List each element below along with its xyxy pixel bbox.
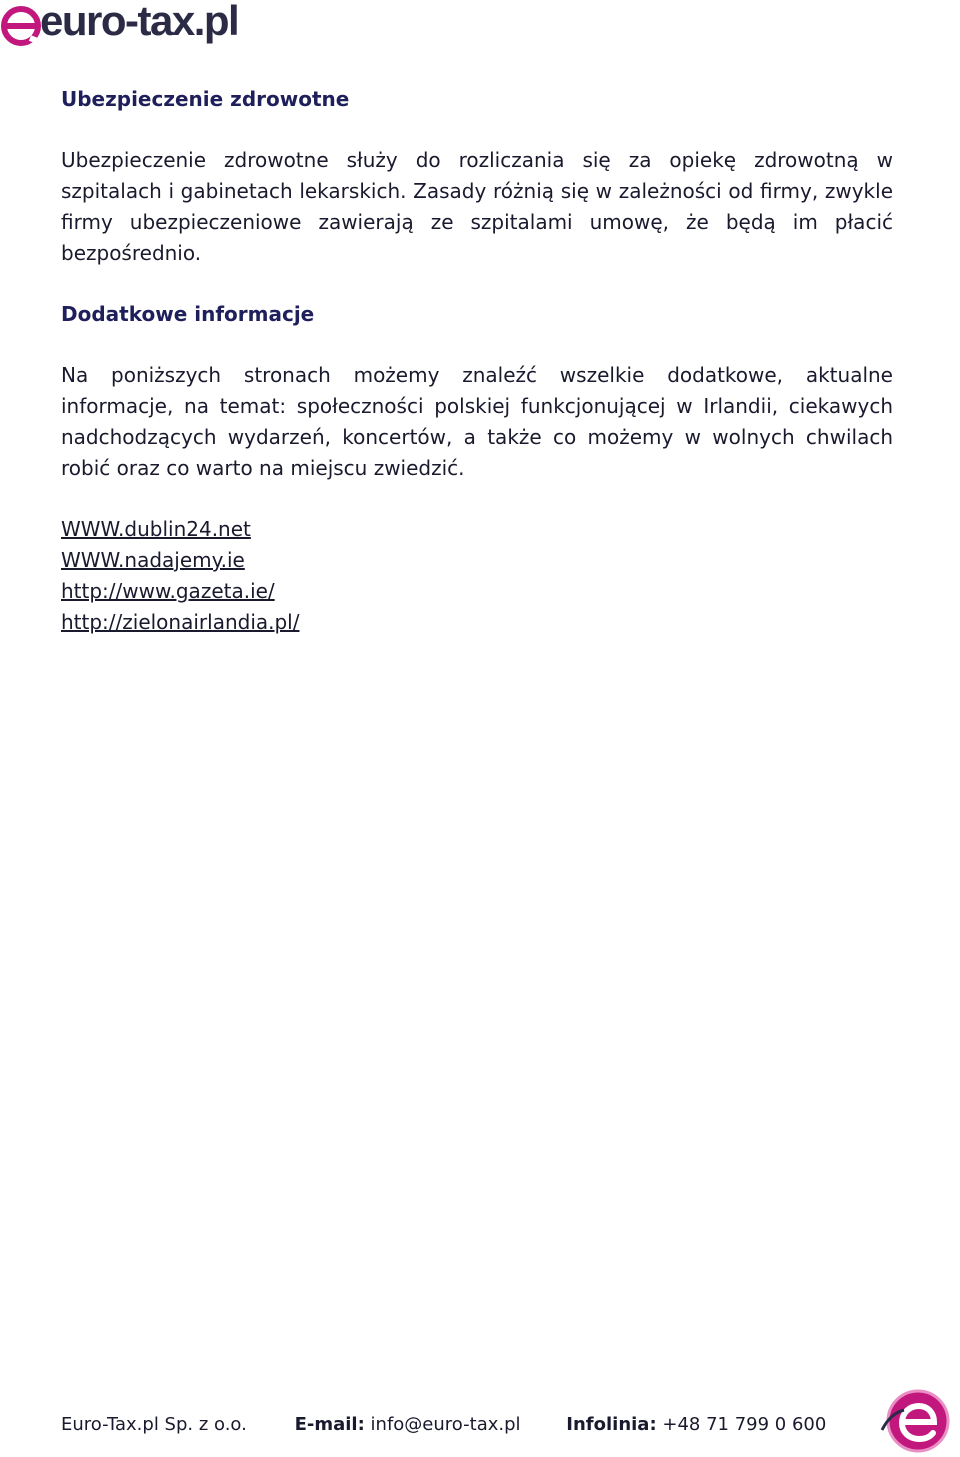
footer-logo-icon — [878, 1388, 954, 1454]
paragraph-additional-info: Na poniższych stronach możemy znaleźć wszelkie dodatkowe, aktualne informacje, na temat: społeczności polskiej funkcjonującej w Irlandii, ciekawych nadchodzących wydarzeń, koncertów, a także co możemy w wolnych chwilach robić oraz co warto na miejscu zwiedzić. — [61, 363, 893, 480]
footer-email-label: E-mail: — [294, 1414, 365, 1435]
footer-phone: +48 71 799 0 600 — [662, 1414, 827, 1435]
footer-company: Euro-Tax.pl Sp. z o.o. — [61, 1414, 247, 1435]
header-logo — [0, 0, 239, 48]
links-list — [61, 514, 893, 638]
logo-text: euro-tax.pl — [40, 0, 239, 44]
euro-tax-logo-icon — [0, 0, 44, 48]
footer-phone-label: Infolinia: — [566, 1414, 657, 1435]
section-heading-health-insurance: Ubezpieczenie zdrowotne — [61, 87, 350, 111]
link-gazeta[interactable]: http://www.gazeta.ie/ — [61, 579, 275, 603]
footer — [61, 1410, 826, 1440]
section-heading-additional-info: Dodatkowe informacje — [61, 302, 315, 326]
link-dublin24[interactable]: WWW.dublin24.net — [61, 517, 251, 541]
document-body — [61, 84, 893, 638]
footer-email[interactable]: info@euro-tax.pl — [370, 1414, 521, 1435]
link-zielonairlandia[interactable]: http://zielonairlandia.pl/ — [61, 610, 300, 634]
link-nadajemy[interactable]: WWW.nadajemy.ie — [61, 548, 245, 572]
paragraph-health-insurance: Ubezpieczenie zdrowotne służy do rozliczania się za opiekę zdrowotną w szpitalach i gabinetach lekarskich. Zasady różnią się w zależności od firmy, zwykle firmy ubezpieczeniowe zawierają ze szpitalami umowę, że będą im płacić bezpośrednio. — [61, 148, 893, 265]
